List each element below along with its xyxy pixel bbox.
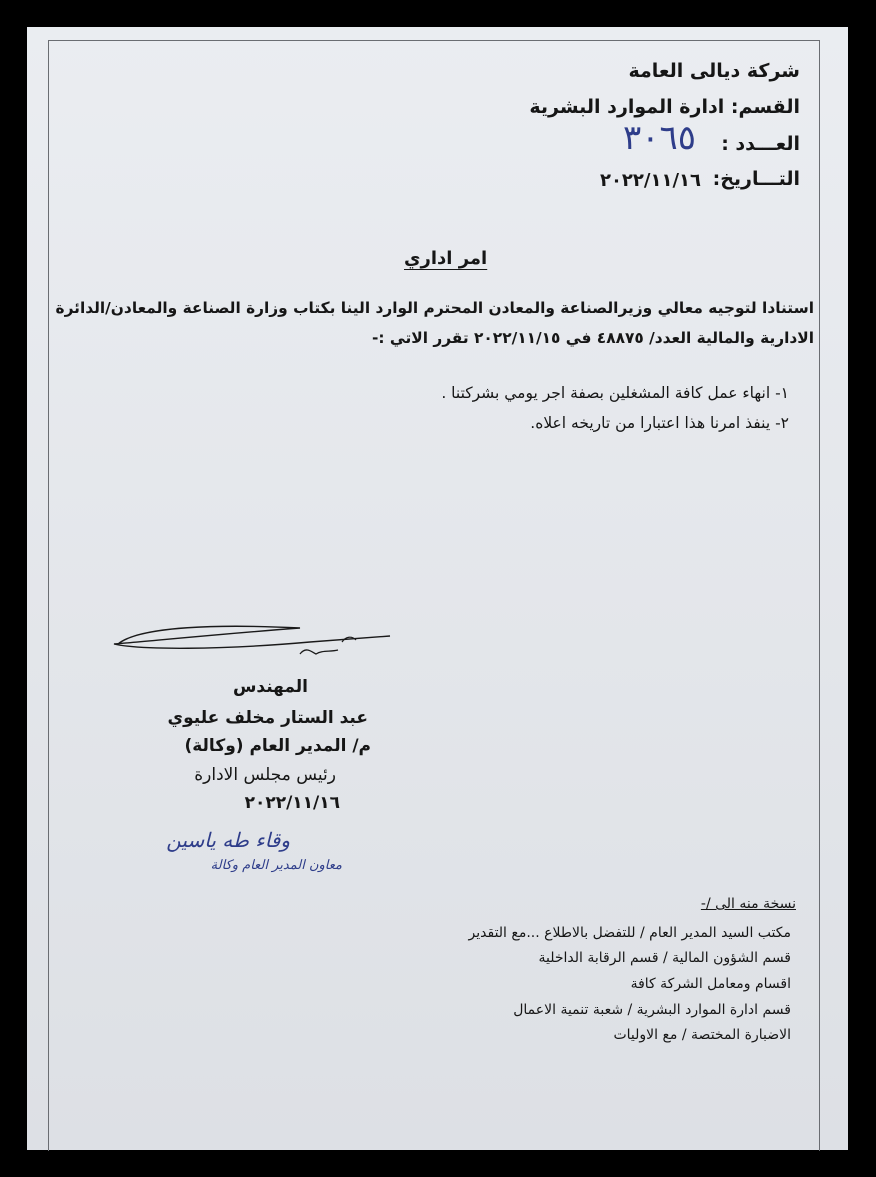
handwritten-number: ٣٠٦٥: [622, 118, 696, 158]
signer-name: عبد الستار مخلف عليوي: [167, 708, 368, 728]
handwritten-role: معاون المدير العام وكالة: [210, 858, 342, 873]
order-item-2: ٢- ينفذ امرنا هذا اعتبارا من تاريخه اعلاه.: [530, 414, 789, 432]
number-label: العـــدد :: [721, 133, 800, 155]
signature-date: ٢٠٢٢/١١/١٦: [244, 793, 340, 813]
signer-title: المهندس: [232, 677, 308, 697]
body-line-1: استنادا لتوجيه معالي وزيرالصناعة والمعادن المحترم الوارد الينا بكتاب وزارة الصناعة والمعادن/الدائرة: [55, 299, 814, 317]
body-line-2: الادارية والمالية العدد/ ٤٨٨٧٥ في ٢٠٢٢/١١/١٥ تقرر الاتي :-: [372, 329, 814, 347]
document-title: امر اداري: [404, 248, 488, 269]
board-chair: رئيس مجلس الادارة: [194, 765, 336, 785]
copies-item: مكتب السيد المدير العام / للتفضل بالاطلاع ...مع التقدير: [468, 925, 791, 941]
copies-item: الاضبارة المختصة / مع الاوليات: [613, 1027, 791, 1043]
company-name: شركة ديالى العامة: [628, 60, 800, 82]
signature-scribble: [100, 620, 400, 670]
date-value: ٢٠٢٢/١١/١٦: [599, 170, 701, 191]
department-line: القسم: ادارة الموارد البشرية: [529, 96, 800, 118]
copies-item: قسم الشؤون المالية / قسم الرقابة الداخلية: [538, 950, 791, 966]
copies-item: اقسام ومعامل الشركة كافة: [630, 976, 791, 992]
order-item-1: ١- انهاء عمل كافة المشغلين بصفة اجر يومي بشركتنا .: [441, 384, 789, 402]
date-label: التـــاريخ:: [712, 168, 800, 190]
copies-heading: نسخة منه الى /-: [700, 896, 796, 912]
copies-item: قسم ادارة الموارد البشرية / شعبة تنمية الاعمال: [513, 1002, 791, 1018]
handwritten-name: وقاء طه ياسين: [166, 828, 290, 852]
signer-role: م/ المدير العام (وكالة): [184, 736, 371, 756]
